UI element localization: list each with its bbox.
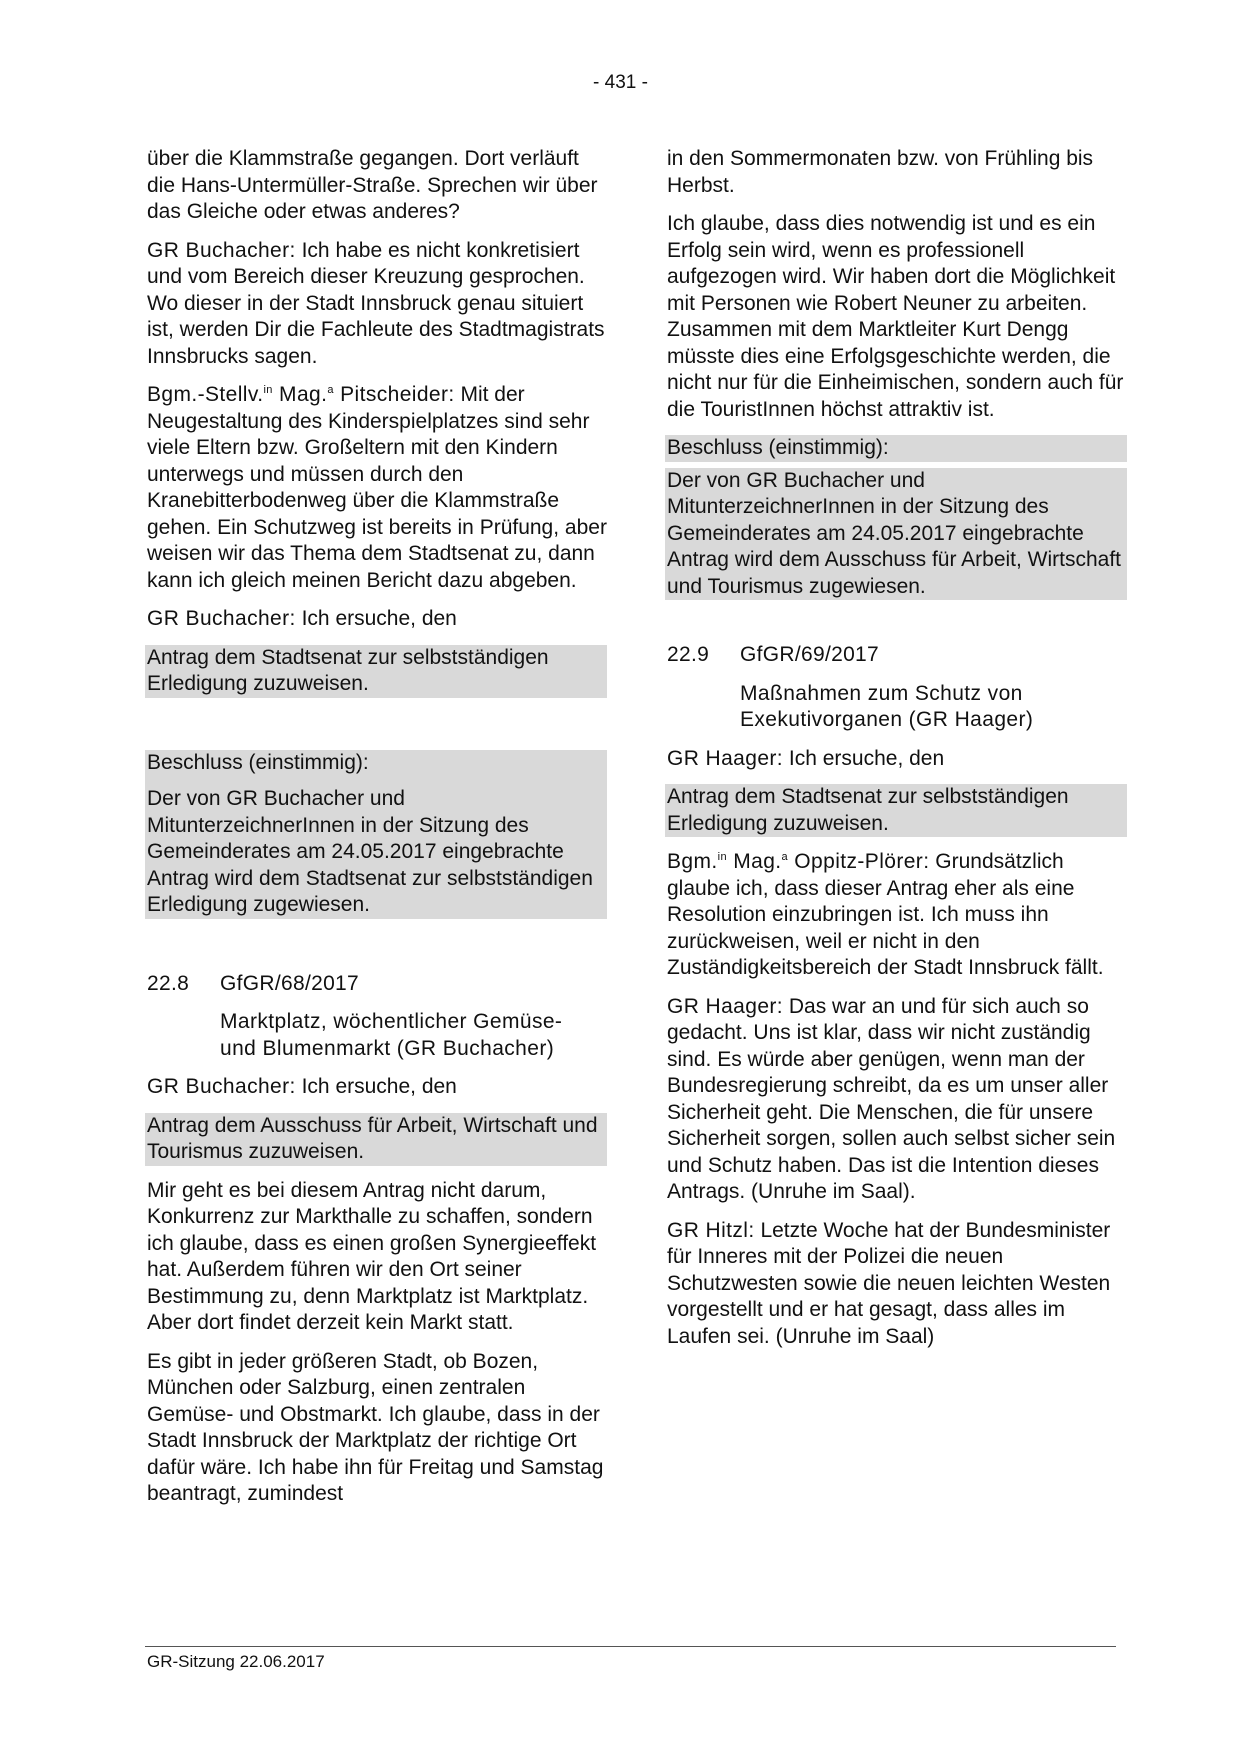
speaker-name: GR Buchacher: — [147, 1075, 296, 1098]
paragraph — [667, 994, 1127, 1206]
agenda-item-number: 22.8 — [147, 971, 190, 995]
paragraph: in den Sommermonaten bzw. von Frühling bis Herbst. — [667, 147, 1094, 197]
agenda-item-title: Maßnahmen zum Schutz von Exekutivorganen (GR Haager) — [740, 681, 1034, 731]
speech-text: Ich habe es nicht konkretisiert und vom Bereich dieser Kreuzung gesprochen. Wo dieser in der Stadt Innsbruck genau situiert ist, werden Dir die Fachleute des Stadtmagistrats Innsbrucks sagen. — [147, 238, 605, 368]
speaker-name: GR Haager: — [667, 746, 784, 770]
paragraph — [147, 1074, 607, 1101]
speech-text: Letzte Woche hat der Bundesminister für Inneres mit der Polizei die neuen Schutzwesten sowie die neuen leichten Westen vorgestellt und er hat gesagt, dass alles im Laufen sei. (Unruhe im Saal) — [667, 1218, 1111, 1348]
paragraph — [667, 849, 1127, 982]
resolution-title: Beschluss (einstimmig): — [147, 750, 369, 774]
resolution-box: Der von GR Buchacher und MitunterzeichnerInnen in der Sitzung des Gemeinderates am 24.05.2017 eingebrachte Antrag wird dem Ausschuss für Arbeit, Wirtschaft und Tourismus zugewiesen. — [665, 468, 1127, 601]
footer: GR-Sitzung 22.06.2017 — [147, 1652, 325, 1671]
page-number: - 431 - — [593, 72, 648, 93]
paragraph — [147, 382, 607, 594]
agenda-item-code: GfGR/68/2017 — [220, 971, 360, 995]
motion-box: Antrag dem Stadtsenat zur selbstständigen Erledigung zuzuweisen. — [145, 645, 607, 698]
paragraph — [667, 1218, 1127, 1351]
speech-text: Mit der Neugestaltung des Kinderspielplatzes sind sehr viele Eltern bzw. Großeltern mit den Kindern unterwegs und müssen durch den Kranebitterbodenweg über die Klammstraße gehen. Ein Schutzweg ist bereits in Prüfung, aber weisen wir das Thema dem Stadtsenat zu, dann kann ich gleich meinen Bericht dazu abgeben. — [147, 383, 607, 592]
speaker-name: GR Buchacher: — [147, 238, 296, 262]
speaker-name: GR Haager: — [667, 994, 784, 1018]
paragraph — [147, 238, 607, 371]
speech-text: Ich ersuche, den — [783, 746, 945, 770]
paragraph: Mir geht es bei diesem Antrag nicht darum, Konkurrenz zur Markthalle zu schaffen, sondern ich glaube, dass es einen großen Synergieeffekt hat. Außerdem führen wir den Ort seiner Bestimmung zu, denn Marktplatz ist Marktplatz. Aber dort findet derzeit kein Markt statt. — [147, 1178, 597, 1334]
paragraph — [667, 746, 1127, 773]
footer-divider — [145, 1646, 1116, 1647]
speech-text: Grundsätzlich glaube ich, dass dieser Antrag eher als eine Resolution einzubringen ist. Ich muss ihn zurückweisen, weil er nicht in den Zuständigkeitsbereich der Stadt Innsbruck fällt. — [667, 850, 1104, 979]
speech-text: Das war an und für sich auch so gedacht. Uns ist klar, dass wir nicht zuständig sind. Es würde aber genügen, wenn man der Bundesregierung schreibt, da es um unser aller Sicherheit geht. Die Menschen, die für unsere Sicherheit sorgen, sollen auch selbst sicher sein und Schutz haben. Das ist die Intention dieses Antrags. (Unruhe im Saal). — [667, 994, 1116, 1203]
speaker-name: GR Buchacher: — [147, 607, 296, 630]
motion-box: Antrag dem Stadtsenat zur selbstständigen Erledigung zuzuweisen. — [665, 784, 1127, 837]
paragraph: Ich glaube, dass dies notwendig ist und es ein Erfolg sein wird, wenn es professionell aufgezogen wird. Wir haben dort die Möglichkeit mit Personen wie Robert Neuner zu arbeiten. Zusammen mit dem Marktleiter Kurt Dengg müsste dies eine Erfolgsgeschichte werden, die nicht nur für die Einheimischen, sondern auch für die TouristInnen höchst attraktiv ist. — [667, 212, 1124, 421]
agenda-item-header — [147, 971, 607, 998]
speaker-name: Bgm.-Stellv.$^{in}$ Mag.$^a$ Pitscheider: — [147, 383, 455, 406]
agenda-item-header — [667, 642, 1127, 669]
left-column — [145, 146, 607, 1520]
paragraph: über die Klammstraße gegangen. Dort verläuft die Hans-Untermüller-Straße. Sprechen wir über das Gleiche oder etwas anderes? — [147, 147, 598, 223]
motion-box: Antrag dem Ausschuss für Arbeit, Wirtschaft und Tourismus zuzuweisen. — [145, 1113, 607, 1166]
agenda-item-title: Marktplatz, wöchentlicher Gemüse- und Blumenmarkt (GR Buchacher) — [220, 1010, 563, 1060]
speaker-name: Bgm.$^{in}$ Mag.$^a$ Oppitz-Plörer: — [667, 850, 930, 873]
resolution-box — [145, 750, 607, 919]
agenda-item-number: 22.9 — [667, 643, 710, 666]
paragraph — [147, 606, 607, 633]
resolution-text: Der von GR Buchacher und MitunterzeichnerInnen in der Sitzung des Gemeinderates am 24.05.2017 eingebrachte Antrag wird dem Stadtsenat zur selbstständigen Erledigung zugewiesen. — [147, 787, 593, 916]
speech-text: Ich ersuche, den — [295, 607, 457, 630]
agenda-item-code: GfGR/69/2017 — [740, 643, 880, 666]
speaker-name: GR Hitzl: — [667, 1218, 755, 1242]
paragraph: Es gibt in jeder größeren Stadt, ob Bozen, München oder Salzburg, einen zentralen Gemüse- und Obstmarkt. Ich glaube, dass in der Stadt Innsbruck der Marktplatz der richtige Ort dafür wäre. Ich habe ihn für Freitag und Samstag beantragt, zumindest — [147, 1349, 604, 1505]
speech-text: Ich ersuche, den — [295, 1075, 457, 1098]
resolution-title-box: Beschluss (einstimmig): — [665, 435, 1127, 462]
right-column — [665, 146, 1127, 1362]
